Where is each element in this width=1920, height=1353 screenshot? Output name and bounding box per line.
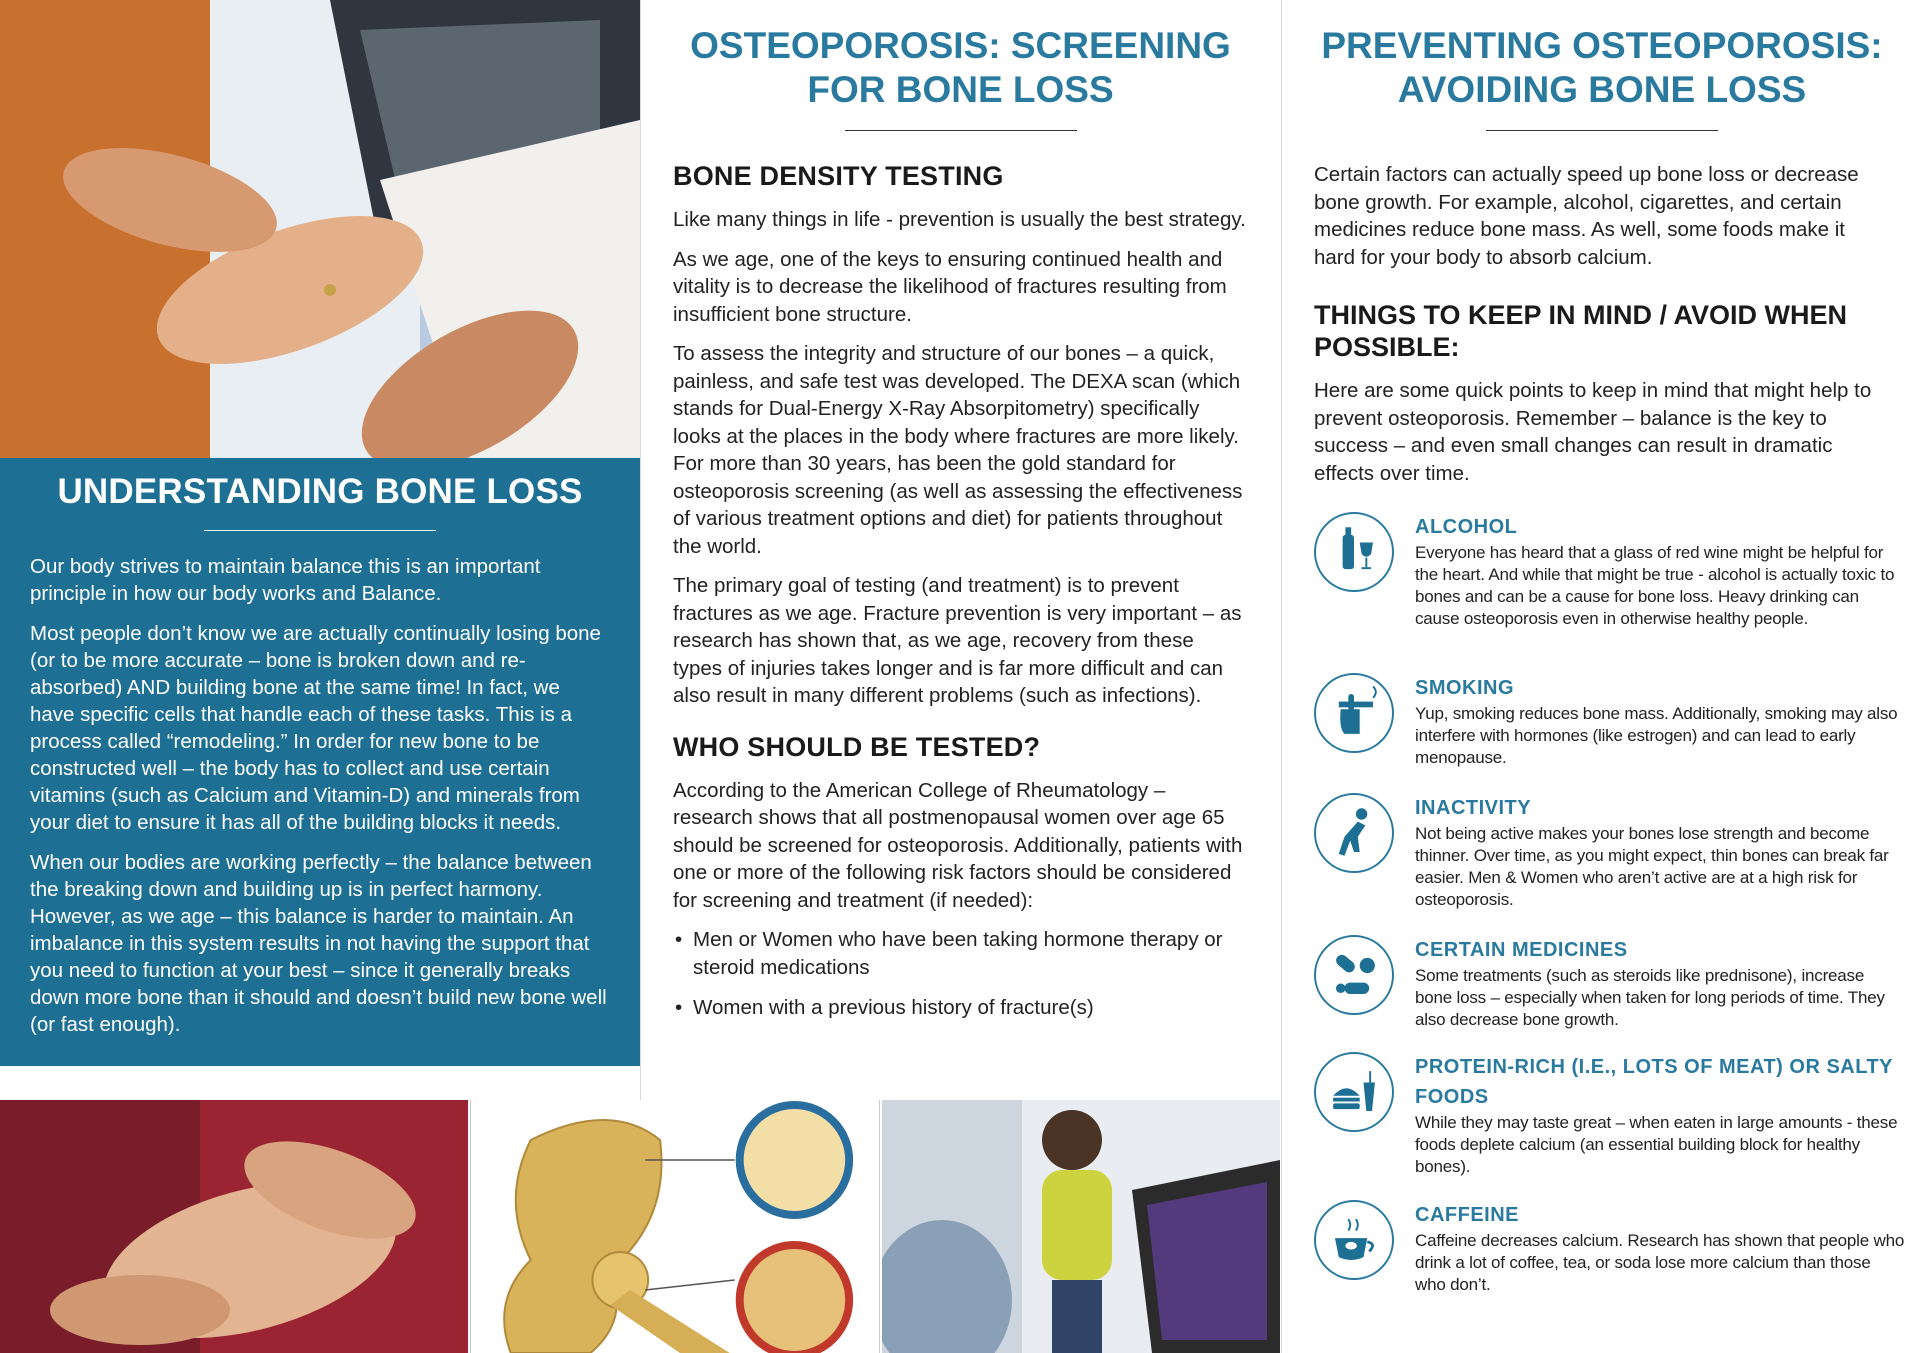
keep-in-mind-heading: THINGS TO KEEP IN MIND / AVOID WHEN POSSIBLE: <box>1314 300 1848 362</box>
bullet-icon: • <box>675 928 683 951</box>
factor-title: INACTIVITY <box>1415 797 1532 819</box>
factor-text: While they may taste great – when eaten in large amounts - these foods deplete calcium (an essential building block for healthy bones). <box>1415 1113 1898 1176</box>
title-divider <box>204 530 436 531</box>
medicine-icon <box>1314 935 1394 1015</box>
factor-text: Everyone has heard that a glass of red wine might be helpful for the heart. And while that might be true - alcohol is actually toxic to bones and can be a cause for bone loss. Heavy drinking can cause osteoporosis even in otherwise healthy people. <box>1415 543 1895 628</box>
understanding-paragraph-3: When our bodies are working perfectly – the balance between the breaking down and building up is in perfect harmony. However, as we age – this balance is harder to maintain. An imbalance in this system results in not having the support that you need to function at your best – since it generally breaks down more bone than it should and doesn’t build new bone well (or fast enough). <box>30 851 607 1036</box>
factor-text: Yup, smoking reduces bone mass. Additionally, smoking may also interfere with hormones (like estrogen) and can lead to early menopause. <box>1415 704 1898 767</box>
who-tested-heading: WHO SHOULD BE TESTED? <box>673 731 1041 762</box>
hip-bone-diagram <box>470 1100 880 1353</box>
bullet-icon: • <box>675 996 683 1019</box>
arthritis-hands-photo <box>0 1100 468 1353</box>
hands-illustration <box>0 1100 468 1353</box>
factor-title: PROTEIN-RICH (I.E., LOTS OF MEAT) OR SALTY FOODS <box>1415 1056 1893 1108</box>
factor-title: CERTAIN MEDICINES <box>1415 939 1628 961</box>
doctor-illustration <box>882 1100 1280 1353</box>
density-paragraph-4: The primary goal of testing (and treatment) is to prevent fractures as we age. Fracture prevention is very important – as research has shown that, as we age, recovery from these types of injuries takes longer and is far more difficult and can also result in many different problems (such as infections). <box>673 574 1242 707</box>
factor-title: SMOKING <box>1415 677 1515 699</box>
right-column <box>1281 0 1920 1353</box>
hero-illustration <box>0 0 640 458</box>
inactivity-icon <box>1314 793 1394 873</box>
doctor-scan-photo <box>882 1100 1280 1353</box>
factor-text: Caffeine decreases calcium. Research has shown that people who drink a lot of coffee, tea, or soda lose more calcium than those who don’t. <box>1415 1231 1905 1294</box>
food-icon <box>1314 1052 1394 1132</box>
understanding-title: UNDERSTANDING BONE LOSS <box>57 472 583 511</box>
title-divider <box>1486 130 1718 131</box>
understanding-bone-loss-panel <box>0 458 640 1066</box>
screening-title: OSTEOPOROSIS: SCREENING FOR BONE LOSS <box>690 25 1231 110</box>
understanding-paragraph-2: Most people don’t know we are actually continually losing bone (or to be more accurate – bone is broken down and re-absorbed) AND building bone at the same time! In fact, we have specific cells that handle each of these tasks. This is a process called “remodeling.” In order for new bone to be constructed well – the body has to collect and use certain vitamins (such as Calcium and Vitamin-D) and minerals from your diet to ensure it has all of the building blocks it needs. <box>30 622 601 834</box>
understanding-paragraph-1: Our body strives to maintain balance this is an important principle in how our body works and Balance. <box>30 555 541 605</box>
list-item: • Women with a previous history of fracture(s) <box>673 994 1248 1022</box>
factor-text: Some treatments (such as steroids like prednisone), increase bone loss – especially when taken for long periods of time. They also decrease bone growth. <box>1415 966 1885 1029</box>
coffee-icon <box>1314 1200 1394 1280</box>
bottom-photo-strip <box>0 1100 1280 1353</box>
density-paragraph-2: As we age, one of the keys to ensuring continued health and vitality is to decrease the likelihood of fractures resulting from insufficient bone structure. <box>673 247 1227 326</box>
hero-xray-photo <box>0 0 640 458</box>
bone-density-heading: BONE DENSITY TESTING <box>673 161 1004 191</box>
factor-title: ALCOHOL <box>1415 516 1518 538</box>
factor-title: CAFFEINE <box>1415 1204 1519 1226</box>
prevention-intro: Certain factors can actually speed up bone loss or decrease bone growth. For example, alcohol, cigarettes, and certain medicines reduce bone mass. As well, some foods make it hard for your body to absorb calcium. <box>1314 163 1859 269</box>
prevention-title: PREVENTING OSTEOPOROSIS: AVOIDING BONE LOSS <box>1321 25 1883 110</box>
keep-in-mind-lead: Here are some quick points to keep in mind that might help to prevent osteoporosis. Remember – balance is the key to success – and even small changes can result in dramatic effects over time. <box>1314 379 1872 485</box>
factor-text: Not being active makes your bones lose strength and become thinner. Over time, as you might expect, thin bones can break far easier. Men & Women who aren’t active are at a high risk for osteoporosis. <box>1415 824 1889 909</box>
who-tested-paragraph: According to the American College of Rheumatology – research shows that all postmenopausal women over age 65 should be screened for osteoporosis. Additionally, patients with one or more of the following risk factors should be considered for screening and treatment (if needed): <box>673 778 1243 912</box>
alcohol-icon <box>1314 512 1394 592</box>
title-divider <box>845 130 1077 131</box>
density-paragraph-3: To assess the integrity and structure of our bones – a quick, painless, and safe test was developed. The DEXA scan (which stands for Dual-Energy X-Ray Absorpitometry) specifically looks at the places in the body where fractures are more likely. For more than 30 years, has been the gold standard for osteoporosis screening (as well as assessing the effectiveness of various treatment options and diet) for patients throughout the world. <box>673 342 1243 558</box>
smoking-icon <box>1314 673 1394 753</box>
list-item: • Men or Women who have been taking hormone therapy or steroid medications <box>675 928 1223 979</box>
risk-factor-list <box>673 926 1248 1022</box>
density-paragraph-1: Like many things in life - prevention is usually the best strategy. <box>673 208 1246 231</box>
hip-bone-illustration <box>471 1100 879 1353</box>
